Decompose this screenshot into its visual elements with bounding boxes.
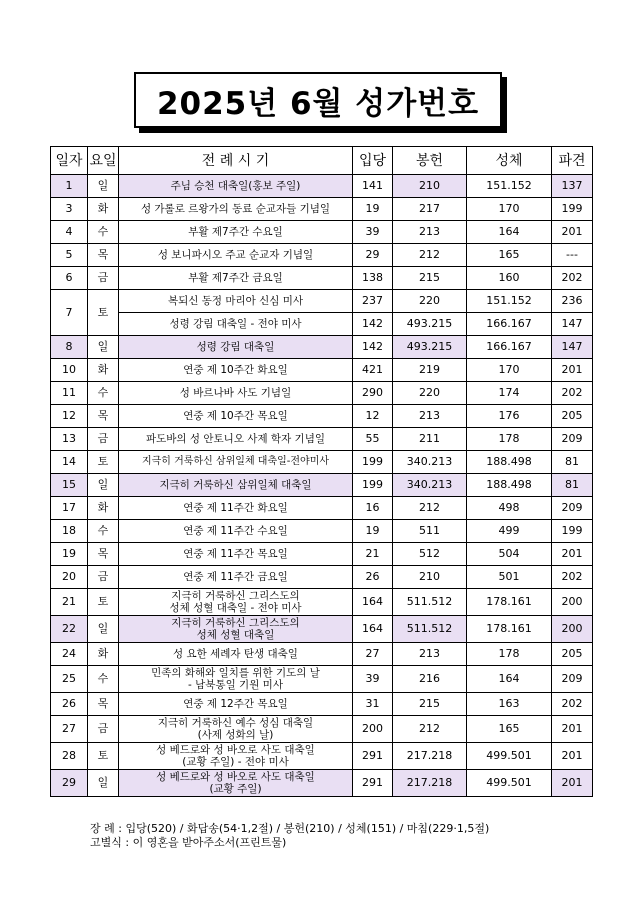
- day-cell: 26: [51, 693, 88, 716]
- table-row: [51, 566, 593, 589]
- weekday-cell: 금: [88, 267, 119, 290]
- communion-cell: 188.498: [467, 474, 552, 497]
- dismissal-cell: 147: [552, 336, 593, 359]
- dismissal-cell: 209: [552, 428, 593, 451]
- header-day: 일자: [51, 147, 88, 175]
- communion-cell: 499.501: [467, 743, 552, 770]
- communion-cell: 501: [467, 566, 552, 589]
- day-cell: 17: [51, 497, 88, 520]
- day-cell: 21: [51, 589, 88, 616]
- weekday-cell: 금: [88, 428, 119, 451]
- entrance-cell: 19: [353, 198, 393, 221]
- table-row: [51, 643, 593, 666]
- weekday-cell: 수: [88, 666, 119, 693]
- dismissal-cell: ---: [552, 244, 593, 267]
- page-title: 2025년 6월 성가번호: [156, 85, 480, 122]
- header-entrance: 입당: [353, 147, 393, 175]
- dismissal-cell: 202: [552, 382, 593, 405]
- entrance-cell: 39: [353, 666, 393, 693]
- feast-cell: [119, 716, 353, 743]
- offertory-cell: 340.213: [393, 451, 467, 474]
- communion-cell: 178.161: [467, 589, 552, 616]
- communion-cell: 178: [467, 643, 552, 666]
- header-offertory: 봉헌: [393, 147, 467, 175]
- offertory-cell: 511: [393, 520, 467, 543]
- day-cell: 6: [51, 267, 88, 290]
- day-cell: 15: [51, 474, 88, 497]
- communion-cell: 163: [467, 693, 552, 716]
- offertory-cell: 212: [393, 716, 467, 743]
- communion-cell: 151.152: [467, 175, 552, 198]
- feast-cell: 연중 제 10주간 화요일: [119, 359, 353, 382]
- communion-cell: 170: [467, 359, 552, 382]
- feast-line: 성 베드로와 성 바오로 사도 대축일: [156, 744, 315, 756]
- communion-cell: 165: [467, 244, 552, 267]
- hymn-table: [50, 146, 593, 797]
- feast-cell: [119, 616, 353, 643]
- feast-cell: 파도바의 성 안토니오 사제 학자 기념일: [119, 428, 353, 451]
- table-row: [51, 770, 593, 797]
- table-row: [51, 616, 593, 643]
- dismissal-cell: 81: [552, 474, 593, 497]
- feast-cell: 부활 제7주간 금요일: [119, 267, 353, 290]
- offertory-cell: 512: [393, 543, 467, 566]
- weekday-cell: 화: [88, 643, 119, 666]
- weekday-cell: 토: [88, 290, 119, 336]
- weekday-cell: 일: [88, 616, 119, 643]
- entrance-cell: 55: [353, 428, 393, 451]
- feast-line: 지극히 거룩하신 그리스도의: [171, 590, 300, 602]
- table-row: [51, 382, 593, 405]
- weekday-cell: 화: [88, 359, 119, 382]
- communion-cell: 151.152: [467, 290, 552, 313]
- entrance-cell: 200: [353, 716, 393, 743]
- dismissal-cell: 202: [552, 566, 593, 589]
- dismissal-cell: 200: [552, 589, 593, 616]
- feast-cell: [119, 743, 353, 770]
- weekday-cell: 목: [88, 405, 119, 428]
- dismissal-cell: 201: [552, 743, 593, 770]
- offertory-cell: 493.215: [393, 336, 467, 359]
- feast-line: 성 베드로와 성 바오로 사도 대축일: [156, 771, 315, 783]
- dismissal-cell: 200: [552, 616, 593, 643]
- entrance-cell: 164: [353, 616, 393, 643]
- table-row: [51, 198, 593, 221]
- weekday-cell: 금: [88, 716, 119, 743]
- entrance-cell: 199: [353, 451, 393, 474]
- table-row: [51, 543, 593, 566]
- feast-cell: 지극히 거룩하신 삼위일체 대축일-전야미사: [119, 451, 353, 474]
- table-row: [51, 221, 593, 244]
- table-row: [51, 451, 593, 474]
- communion-cell: 165: [467, 716, 552, 743]
- offertory-cell: 511.512: [393, 616, 467, 643]
- feast-cell: 부활 제7주간 수요일: [119, 221, 353, 244]
- day-cell: 3: [51, 198, 88, 221]
- feast-cell: [119, 589, 353, 616]
- weekday-cell: 목: [88, 543, 119, 566]
- weekday-cell: 일: [88, 336, 119, 359]
- communion-cell: 499: [467, 520, 552, 543]
- table-row: [51, 290, 593, 313]
- weekday-cell: 토: [88, 589, 119, 616]
- feast-cell: 연중 제 10주간 목요일: [119, 405, 353, 428]
- entrance-cell: 26: [353, 566, 393, 589]
- dismissal-cell: 201: [552, 221, 593, 244]
- communion-cell: 498: [467, 497, 552, 520]
- feast-cell: [119, 666, 353, 693]
- feast-cell: 성 요한 세례자 탄생 대축일: [119, 643, 353, 666]
- header-communion: 성체: [467, 147, 552, 175]
- offertory-cell: 217.218: [393, 743, 467, 770]
- weekday-cell: 목: [88, 244, 119, 267]
- offertory-cell: 213: [393, 643, 467, 666]
- offertory-cell: 220: [393, 290, 467, 313]
- entrance-cell: 31: [353, 693, 393, 716]
- day-cell: 24: [51, 643, 88, 666]
- entrance-cell: 291: [353, 770, 393, 797]
- table-row: [51, 405, 593, 428]
- entrance-cell: 142: [353, 336, 393, 359]
- table-row: [51, 497, 593, 520]
- dismissal-cell: 201: [552, 359, 593, 382]
- communion-cell: 170: [467, 198, 552, 221]
- table-row: [51, 244, 593, 267]
- communion-cell: 164: [467, 666, 552, 693]
- feast-cell: 성령 강림 대축일: [119, 336, 353, 359]
- offertory-cell: 212: [393, 497, 467, 520]
- dismissal-cell: 137: [552, 175, 593, 198]
- day-cell: 14: [51, 451, 88, 474]
- offertory-cell: 220: [393, 382, 467, 405]
- entrance-cell: 290: [353, 382, 393, 405]
- feast-line: 지극히 거룩하신 예수 성심 대축일: [157, 717, 314, 729]
- day-cell: 4: [51, 221, 88, 244]
- feast-line: - 남북통일 기원 미사: [188, 679, 283, 691]
- communion-cell: 164: [467, 221, 552, 244]
- day-cell: 27: [51, 716, 88, 743]
- dismissal-cell: 199: [552, 520, 593, 543]
- communion-cell: 174: [467, 382, 552, 405]
- entrance-cell: 27: [353, 643, 393, 666]
- entrance-cell: 142: [353, 313, 393, 336]
- table-row: [51, 267, 593, 290]
- entrance-cell: 21: [353, 543, 393, 566]
- communion-cell: 178: [467, 428, 552, 451]
- offertory-cell: 217: [393, 198, 467, 221]
- weekday-cell: 화: [88, 497, 119, 520]
- table-row: [51, 589, 593, 616]
- offertory-cell: 215: [393, 267, 467, 290]
- offertory-cell: 217.218: [393, 770, 467, 797]
- offertory-cell: 213: [393, 405, 467, 428]
- offertory-cell: 210: [393, 175, 467, 198]
- communion-cell: 160: [467, 267, 552, 290]
- offertory-cell: 213: [393, 221, 467, 244]
- table-row: [51, 716, 593, 743]
- entrance-cell: 39: [353, 221, 393, 244]
- day-cell: 8: [51, 336, 88, 359]
- offertory-cell: 493.215: [393, 313, 467, 336]
- day-cell: 1: [51, 175, 88, 198]
- table-row: [51, 428, 593, 451]
- feast-cell: 복되신 동정 마리아 신심 미사: [119, 290, 353, 313]
- dismissal-cell: 201: [552, 716, 593, 743]
- entrance-cell: 12: [353, 405, 393, 428]
- farewell-note: 고별식 : 이 영혼을 받아주소서(프린트물): [90, 836, 287, 849]
- offertory-cell: 215: [393, 693, 467, 716]
- offertory-cell: 211: [393, 428, 467, 451]
- table-row: [51, 336, 593, 359]
- entrance-cell: 199: [353, 474, 393, 497]
- day-cell: 12: [51, 405, 88, 428]
- entrance-cell: 16: [353, 497, 393, 520]
- dismissal-cell: 209: [552, 666, 593, 693]
- dismissal-cell: 236: [552, 290, 593, 313]
- weekday-cell: 일: [88, 474, 119, 497]
- table-row: [51, 520, 593, 543]
- weekday-cell: 일: [88, 175, 119, 198]
- communion-cell: 166.167: [467, 336, 552, 359]
- header-dismissal: 파견: [552, 147, 593, 175]
- dismissal-cell: 201: [552, 770, 593, 797]
- header-feast: 전 례 시 기: [119, 147, 353, 175]
- offertory-cell: 219: [393, 359, 467, 382]
- offertory-cell: 210: [393, 566, 467, 589]
- feast-line: 성체 성혈 대축일 - 전야 미사: [169, 602, 302, 614]
- dismissal-cell: 205: [552, 643, 593, 666]
- day-cell: 13: [51, 428, 88, 451]
- day-cell: 11: [51, 382, 88, 405]
- feast-line: (사제 성화의 날): [197, 729, 274, 741]
- entrance-cell: 237: [353, 290, 393, 313]
- offertory-cell: 340.213: [393, 474, 467, 497]
- entrance-cell: 138: [353, 267, 393, 290]
- communion-cell: 188.498: [467, 451, 552, 474]
- title-box: [134, 72, 502, 128]
- communion-cell: 504: [467, 543, 552, 566]
- day-cell: 25: [51, 666, 88, 693]
- funeral-note: 장 례 : 입당(520) / 화답송(54·1,2절) / 봉헌(210) / 성체(151) / 마침(229·1,5절): [90, 822, 490, 835]
- dismissal-cell: 147: [552, 313, 593, 336]
- communion-cell: 166.167: [467, 313, 552, 336]
- feast-cell: 성 가롤로 르왕가의 동료 순교자들 기념일: [119, 198, 353, 221]
- entrance-cell: 141: [353, 175, 393, 198]
- dismissal-cell: 202: [552, 693, 593, 716]
- day-cell: 10: [51, 359, 88, 382]
- table-row: [51, 474, 593, 497]
- header-weekday: 요일: [88, 147, 119, 175]
- weekday-cell: 목: [88, 693, 119, 716]
- dismissal-cell: 201: [552, 543, 593, 566]
- footer-notes: [90, 822, 489, 850]
- day-cell: 22: [51, 616, 88, 643]
- weekday-cell: 금: [88, 566, 119, 589]
- table-row: [51, 175, 593, 198]
- day-cell: 20: [51, 566, 88, 589]
- feast-cell: 지극히 거룩하신 삼위일체 대축일: [119, 474, 353, 497]
- day-cell: 19: [51, 543, 88, 566]
- table-row: [51, 693, 593, 716]
- weekday-cell: 수: [88, 382, 119, 405]
- entrance-cell: 164: [353, 589, 393, 616]
- feast-cell: 연중 제 11주간 화요일: [119, 497, 353, 520]
- weekday-cell: 토: [88, 743, 119, 770]
- feast-cell: 성령 강림 대축일 - 전야 미사: [119, 313, 353, 336]
- feast-cell: 연중 제 11주간 수요일: [119, 520, 353, 543]
- feast-line: 지극히 거룩하신 그리스도의: [171, 617, 300, 629]
- offertory-cell: 511.512: [393, 589, 467, 616]
- dismissal-cell: 199: [552, 198, 593, 221]
- feast-line: 성체 성혈 대축일: [196, 629, 275, 641]
- table-row: [51, 359, 593, 382]
- day-cell: 7: [51, 290, 88, 336]
- offertory-cell: 216: [393, 666, 467, 693]
- table-row: [51, 666, 593, 693]
- dismissal-cell: 202: [552, 267, 593, 290]
- feast-cell: 연중 제 12주간 목요일: [119, 693, 353, 716]
- feast-line: (교황 주일) - 전야 미사: [182, 756, 289, 768]
- table-row: [51, 313, 593, 336]
- table-row: [51, 743, 593, 770]
- dismissal-cell: 81: [552, 451, 593, 474]
- weekday-cell: 토: [88, 451, 119, 474]
- communion-cell: 176: [467, 405, 552, 428]
- communion-cell: 499.501: [467, 770, 552, 797]
- entrance-cell: 291: [353, 743, 393, 770]
- dismissal-cell: 205: [552, 405, 593, 428]
- dismissal-cell: 209: [552, 497, 593, 520]
- weekday-cell: 수: [88, 221, 119, 244]
- offertory-cell: 212: [393, 244, 467, 267]
- feast-cell: 연중 제 11주간 목요일: [119, 543, 353, 566]
- feast-cell: [119, 770, 353, 797]
- weekday-cell: 일: [88, 770, 119, 797]
- feast-cell: 주님 승천 대축일(홍보 주일): [119, 175, 353, 198]
- entrance-cell: 19: [353, 520, 393, 543]
- day-cell: 29: [51, 770, 88, 797]
- weekday-cell: 수: [88, 520, 119, 543]
- day-cell: 18: [51, 520, 88, 543]
- feast-cell: 성 바르나바 사도 기념일: [119, 382, 353, 405]
- day-cell: 5: [51, 244, 88, 267]
- feast-line: (교황 주일): [209, 783, 262, 795]
- header-row: [51, 147, 593, 175]
- entrance-cell: 29: [353, 244, 393, 267]
- feast-cell: 연중 제 11주간 금요일: [119, 566, 353, 589]
- feast-cell: 성 보니파시오 주교 순교자 기념일: [119, 244, 353, 267]
- feast-line: 민족의 화해와 일치를 위한 기도의 날: [151, 667, 320, 679]
- entrance-cell: 421: [353, 359, 393, 382]
- communion-cell: 178.161: [467, 616, 552, 643]
- day-cell: 28: [51, 743, 88, 770]
- weekday-cell: 화: [88, 198, 119, 221]
